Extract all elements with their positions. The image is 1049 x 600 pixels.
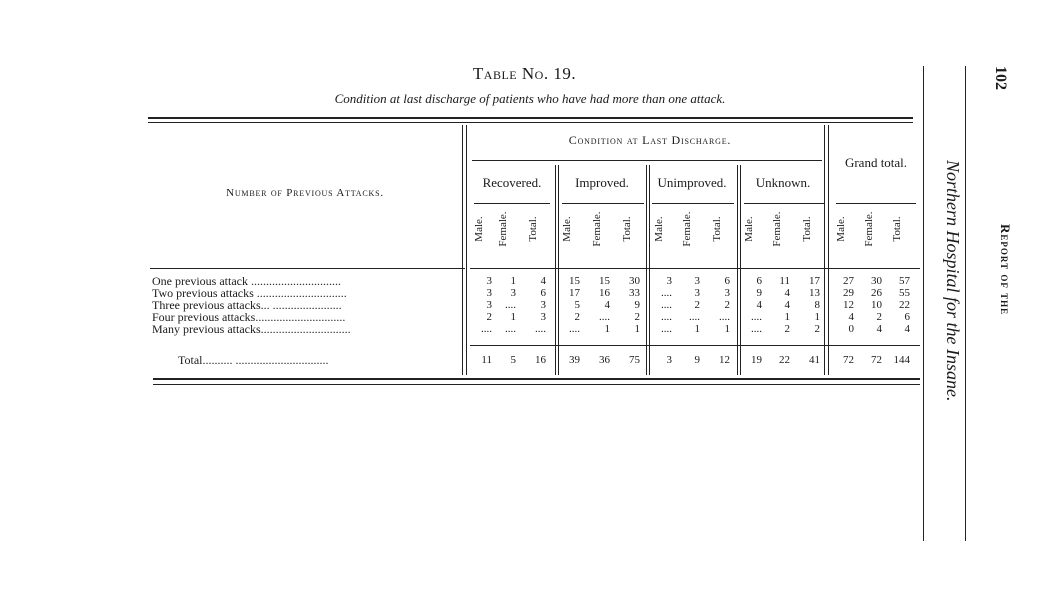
table-cell: 2 xyxy=(876,311,882,323)
vertical-rule xyxy=(646,165,647,375)
subcolumn-header: Male. xyxy=(473,216,485,242)
table-title: Table No. 19. xyxy=(472,64,577,83)
vertical-rule xyxy=(740,165,741,375)
subcolumn-header: Male. xyxy=(835,216,847,242)
table-cell: .... xyxy=(661,287,672,299)
subcolumn-header: Male. xyxy=(561,216,573,242)
table-cell: 0 xyxy=(848,323,854,335)
condition-header: Condition at Last Discharge. xyxy=(568,133,732,147)
table-cell: 27 xyxy=(843,275,854,287)
table-cell: 3 xyxy=(486,299,492,311)
table-cell: 6 xyxy=(540,287,546,299)
page-number: 102 xyxy=(992,66,1009,90)
table-cell: 3 xyxy=(540,299,546,311)
table-cell: 22 xyxy=(899,299,910,311)
total-cell: 36 xyxy=(599,354,610,366)
total-cell: 39 xyxy=(569,354,580,366)
total-label: Total.......... ............................... xyxy=(178,353,329,367)
vertical-rule xyxy=(558,165,559,375)
subcolumn-header: Female. xyxy=(681,211,693,247)
table-cell: 33 xyxy=(629,287,640,299)
table-cell: 29 xyxy=(843,287,854,299)
table-cell: 30 xyxy=(629,275,640,287)
table-cell: 3 xyxy=(724,287,730,299)
row-label: Two previous attacks .............................. xyxy=(152,286,347,300)
vertical-rule xyxy=(462,125,463,375)
header-bottom-rule xyxy=(150,268,465,269)
table-cell: 15 xyxy=(569,275,580,287)
grand-total-header: Grand total. xyxy=(844,155,908,170)
table-cell: 4 xyxy=(784,299,790,311)
subcolumn-header: Total. xyxy=(527,216,539,242)
table-cell: 3 xyxy=(510,287,516,299)
row-label: Four previous attacks.............................. xyxy=(152,310,346,324)
subcolumn-header: Female. xyxy=(771,211,783,247)
group-recovered: Recovered. xyxy=(482,175,542,190)
table-cell: .... xyxy=(505,323,516,335)
table-cell: .... xyxy=(751,323,762,335)
table-cell: 9 xyxy=(756,287,762,299)
subcolumn-header: Total. xyxy=(891,216,903,242)
table-cell: 6 xyxy=(904,311,910,323)
table-cell: 3 xyxy=(540,311,546,323)
table-cell: 2 xyxy=(574,311,580,323)
table-cell: 30 xyxy=(871,275,882,287)
table-cell: 3 xyxy=(694,275,700,287)
table-cell: 8 xyxy=(814,299,820,311)
table-cell: 17 xyxy=(569,287,580,299)
row-label: One previous attack .............................. xyxy=(152,274,341,288)
table-cell: 4 xyxy=(904,323,910,335)
subcolumn-header: Female. xyxy=(497,211,509,247)
table-cell: 3 xyxy=(486,287,492,299)
table-cell: 3 xyxy=(666,275,672,287)
total-cell: 5 xyxy=(510,354,516,366)
table-cell: 2 xyxy=(724,299,730,311)
total-cell: 22 xyxy=(779,354,790,366)
bottom-rule xyxy=(153,378,920,380)
top-rule xyxy=(148,117,913,119)
table-cell: 4 xyxy=(876,323,882,335)
margin-rule xyxy=(923,66,924,541)
table-cell: .... xyxy=(661,299,672,311)
table-cell: 10 xyxy=(871,299,882,311)
running-head: Northern Hospital for the Insane. xyxy=(943,160,963,402)
table-cell: .... xyxy=(481,323,492,335)
table-cell: 2 xyxy=(814,323,820,335)
table-cell: 1 xyxy=(510,311,516,323)
table-cell: 4 xyxy=(848,311,854,323)
vertical-rule xyxy=(828,125,829,375)
table-cell: 12 xyxy=(843,299,854,311)
total-cell: 41 xyxy=(809,354,820,366)
total-cell: 16 xyxy=(535,354,546,366)
table-cell: 2 xyxy=(784,323,790,335)
top-rule-2 xyxy=(148,122,913,123)
table-cell: 13 xyxy=(809,287,820,299)
table-cell: .... xyxy=(661,323,672,335)
row-header: Number of Previous Attacks. xyxy=(226,187,384,199)
table-cell: 4 xyxy=(784,287,790,299)
total-cell: 9 xyxy=(694,354,700,366)
table-cell: 2 xyxy=(634,311,640,323)
table-cell: 26 xyxy=(871,287,882,299)
subcolumn-header: Male. xyxy=(743,216,755,242)
group-unimproved: Unimproved. xyxy=(657,175,727,190)
table-cell: .... xyxy=(569,323,580,335)
table-cell: 16 xyxy=(599,287,610,299)
header-bottom-rule xyxy=(470,268,920,269)
table-cell: 15 xyxy=(599,275,610,287)
vertical-rule xyxy=(824,125,825,375)
table-cell: 1 xyxy=(784,311,790,323)
condition-rule xyxy=(472,160,822,161)
vertical-rule xyxy=(555,165,556,375)
total-cell: 19 xyxy=(751,354,762,366)
table-cell: 1 xyxy=(604,323,610,335)
total-cell: 144 xyxy=(893,354,910,366)
table-cell: 55 xyxy=(899,287,910,299)
table-cell: 6 xyxy=(756,275,762,287)
table-cell: 57 xyxy=(899,275,910,287)
total-cell: 11 xyxy=(481,354,492,366)
subcolumn-header: Female. xyxy=(863,211,875,247)
table-cell: .... xyxy=(535,323,546,335)
table-cell: 11 xyxy=(779,275,790,287)
subcolumn-header: Total. xyxy=(801,216,813,242)
subcolumn-header: Male. xyxy=(653,216,665,242)
subcolumn-header: Total. xyxy=(711,216,723,242)
total-cell: 75 xyxy=(629,354,640,366)
total-cell: 72 xyxy=(843,354,854,366)
vertical-rule xyxy=(737,165,738,375)
table-cell: .... xyxy=(719,311,730,323)
table-cell: .... xyxy=(689,311,700,323)
table-cell: 4 xyxy=(604,299,610,311)
vertical-rule xyxy=(649,165,650,375)
vertical-rule xyxy=(466,125,467,375)
table-cell: 1 xyxy=(814,311,820,323)
table-subtitle: Condition at last discharge of patients who have had more than one attack. xyxy=(334,91,726,106)
table-cell: 3 xyxy=(486,275,492,287)
row-label: Many previous attacks.............................. xyxy=(152,322,351,336)
table-cell: 17 xyxy=(809,275,820,287)
table-cell: .... xyxy=(661,311,672,323)
total-cell: 72 xyxy=(871,354,882,366)
table-cell: 1 xyxy=(724,323,730,335)
table-cell: 1 xyxy=(694,323,700,335)
bottom-rule-2 xyxy=(153,384,920,385)
margin-rule xyxy=(965,66,966,541)
table-cell: 2 xyxy=(486,311,492,323)
group-improved: Improved. xyxy=(575,175,629,190)
subcolumn-header: Female. xyxy=(591,211,603,247)
group-unknown: Unknown. xyxy=(755,175,811,190)
table-cell: 1 xyxy=(510,275,516,287)
table-cell: 4 xyxy=(540,275,546,287)
subcolumn-header: Total. xyxy=(621,216,633,242)
table-cell: .... xyxy=(599,311,610,323)
table-cell: 9 xyxy=(634,299,640,311)
table-cell: 5 xyxy=(574,299,580,311)
table-cell: 3 xyxy=(694,287,700,299)
table-cell: 4 xyxy=(756,299,762,311)
table-cell: .... xyxy=(505,299,516,311)
running-head-report: Report of the xyxy=(998,224,1013,316)
total-cell: 12 xyxy=(719,354,730,366)
total-cell: 3 xyxy=(666,354,672,366)
row-label: Three previous attacks... ....................... xyxy=(152,298,342,312)
total-rule xyxy=(470,345,920,346)
table-cell: 6 xyxy=(724,275,730,287)
table-cell: 1 xyxy=(634,323,640,335)
table-cell: .... xyxy=(751,311,762,323)
table-cell: 2 xyxy=(694,299,700,311)
